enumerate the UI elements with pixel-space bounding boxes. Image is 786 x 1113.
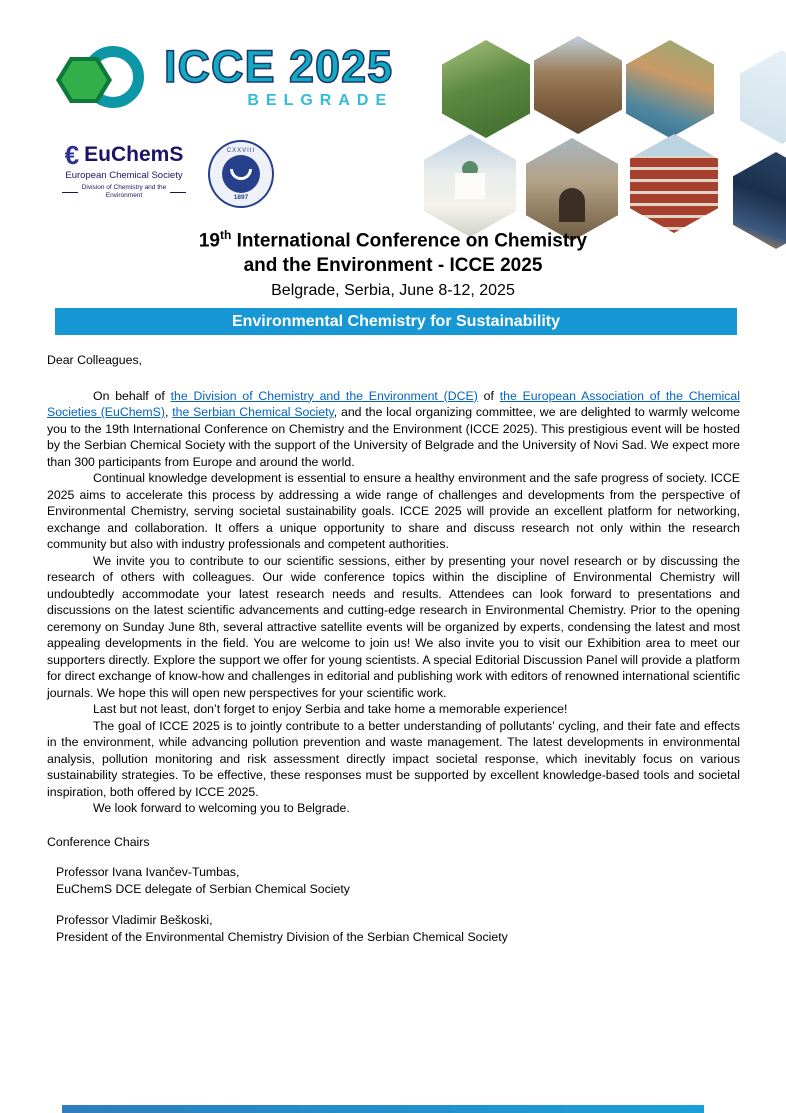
icce-logo-text bbox=[164, 41, 394, 110]
paragraph-6: We look forward to welcoming you to Belgrade. bbox=[93, 801, 350, 815]
photo-hex-fortress-gate bbox=[526, 138, 618, 241]
euchems-subtitle: European Chemical Society bbox=[65, 170, 183, 181]
photo-hex-park bbox=[442, 40, 530, 138]
chair-entry bbox=[47, 912, 740, 946]
chairs-heading: Conference Chairs bbox=[47, 834, 150, 849]
paragraph-3: We invite you to contribute to our scientific sessions, either by presenting your novel research or by discussing the research of others with colleagues. Our wide conference topics within the discipline of Environmental Chemistry will undoubtedly accommodate your latest research needs and results. Attendees can look forward to presentations and discussions on the latest scientific advancements and cutting-edge research in Environmental Chemistry. Prior to the opening ceremony on Sunday June 8th, several attractive satellite events will be organized by experts, condensing the latest and most appealing developments in the field. You are welcome to join us! We also invite you to visit our Exhibition area to meet our supporters directly. Explore the support we offer for young scientists. A special Editorial Discussion Panel will provide a platform for direct exchange of know-how and challenges in editorial and publishing work with editors of renowned international scientific journals. We hope this will open new perspectives for your scientific work. bbox=[47, 553, 740, 700]
euchems-division-line2: Environment bbox=[105, 192, 143, 200]
seal-year: 1897 bbox=[233, 193, 249, 201]
theme-banner: Environmental Chemistry for Sustainability bbox=[55, 308, 737, 335]
paragraph-1 bbox=[47, 388, 740, 471]
salutation: Dear Colleagues, bbox=[47, 353, 143, 367]
photo-hex-sava-temple bbox=[424, 134, 516, 237]
chair-role: President of the Environmental Chemistry Division of the Serbian Chemical Society bbox=[56, 930, 508, 944]
euchems-logo bbox=[46, 142, 202, 201]
seal-top-text: CXXVIII bbox=[226, 147, 256, 154]
title-line1-sup: th bbox=[220, 228, 232, 242]
conference-title bbox=[0, 228, 786, 278]
title-line1-rest: International Conference on Chemistry bbox=[231, 230, 588, 252]
p1-text-2: of bbox=[477, 388, 500, 403]
link-euchems[interactable]: the European Association of the Chemical Societies (EuChemS) bbox=[47, 388, 740, 419]
seal-bowl-icon bbox=[230, 169, 252, 180]
bottom-accent-bar bbox=[62, 1105, 704, 1113]
link-dce[interactable]: the Division of Chemistry and the Environment (DCE) bbox=[170, 388, 478, 403]
divider-line-left bbox=[62, 192, 78, 193]
euchems-symbol-icon: € bbox=[64, 140, 80, 170]
euchems-division-line1: Division of Chemistry and the bbox=[81, 184, 167, 191]
link-serbian-chemical-society[interactable]: the Serbian Chemical Society bbox=[172, 405, 334, 419]
chair-entry bbox=[47, 864, 740, 898]
photo-hex-edge bbox=[740, 50, 786, 144]
title-line1-num: 19 bbox=[198, 230, 220, 252]
euchems-name: EuChemS bbox=[84, 143, 184, 166]
paragraph-5: The goal of ICCE 2025 is to jointly contribute to a better understanding of pollutants’ cycling, and their fate and effects in the environment, while advancing pollution prevention and waste management. The latest developments in environmental analysis, pollution monitoring and risk assessment directly impact societal response, which inevitably focus on various sustainability strategies. To be effective, these responses must be supported by excellent knowledge-based tools and societal inspiration, both offered by ICCE 2025. bbox=[47, 718, 740, 799]
seal-emblem bbox=[222, 155, 260, 193]
conference-chairs-section bbox=[47, 834, 740, 947]
euchems-division bbox=[46, 184, 202, 201]
photo-hex-riverside bbox=[626, 40, 714, 138]
icce-logo bbox=[56, 42, 393, 118]
fortress-arch-shape bbox=[559, 188, 585, 222]
temple-body-shape bbox=[455, 173, 485, 199]
title-line2: and the Environment - ICCE 2025 bbox=[243, 255, 543, 277]
green-hexagon-inner bbox=[61, 61, 107, 99]
paragraph-4: Last but not least, don’t forget to enjoy Serbia and take home a memorable experience! bbox=[93, 702, 568, 716]
icce-logo-title: ICCE 2025 bbox=[164, 41, 394, 92]
p1-text-4: , and the local organizing committee, we are delighted to warmly welcome you to the 19th International Conference on Chemistry and the Environment (ICCE 2025). This prestigious event will be hosted by the Serbian Chemical Society with the support of the University of Belgrade and the University of Novi Sad. We expect more than 300 participants from Europe and around the world. bbox=[47, 405, 740, 469]
chair-name: Professor Ivana Ivančev-Tumbas, bbox=[56, 865, 240, 879]
conference-date: Belgrade, Serbia, June 8-12, 2025 bbox=[271, 282, 515, 299]
divider-line-right bbox=[170, 192, 186, 193]
photo-hex-red-building bbox=[630, 134, 718, 233]
icce-logo-city: BELGRADE bbox=[247, 92, 394, 109]
photo-hex-building bbox=[534, 36, 622, 134]
p1-text-1: On behalf of bbox=[93, 388, 171, 403]
letter-body bbox=[47, 352, 740, 960]
paragraph-2: Continual knowledge development is essential to ensure a healthy environment and the safe progress of society. ICCE 2025 aims to accelerate this process by addressing a wide range of challenges and developments from the perspective of Environmental Chemistry, serving societal sustainability goals. ICCE 2025 will provide an excellent platform for networking, exchange and collaboration. It offers a unique opportunity to share and discuss research not only within the research community but also with industry professionals and competent authorities. bbox=[47, 471, 740, 551]
p1-text-3: , bbox=[164, 405, 173, 419]
icce-logo-mark bbox=[56, 42, 142, 118]
chair-name: Professor Vladimir Beškoski, bbox=[56, 913, 213, 927]
chair-role: EuChemS DCE delegate of Serbian Chemical Society bbox=[56, 882, 350, 896]
chemical-society-seal bbox=[208, 140, 274, 208]
